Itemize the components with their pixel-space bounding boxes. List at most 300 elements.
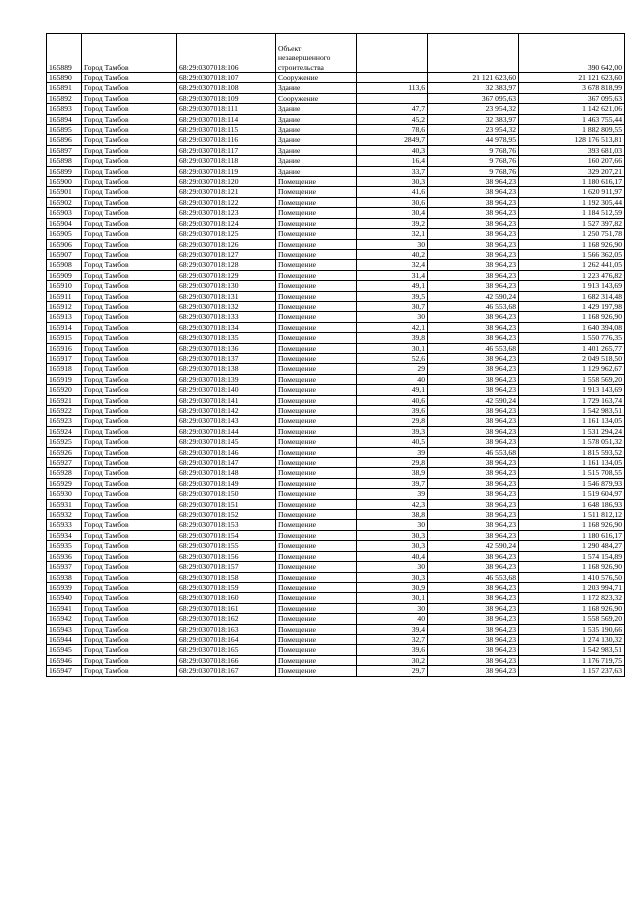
area-cell: 113,6 <box>357 83 428 93</box>
city-cell: Город Тамбов <box>82 572 177 582</box>
total-value-cell: 1 168 926,90 <box>519 239 625 249</box>
price-per-unit-cell: 38 964,23 <box>428 530 519 540</box>
cadastral-number-cell: 68:29:0307018:132 <box>177 301 276 311</box>
object-type-cell: Помещение <box>276 614 357 624</box>
object-type-cell: Помещение <box>276 593 357 603</box>
record-id-cell: 165918 <box>47 364 82 374</box>
price-per-unit-cell: 38 964,23 <box>428 593 519 603</box>
total-value-cell: 1 882 809,55 <box>519 125 625 135</box>
total-value-cell: 1 511 812,12 <box>519 510 625 520</box>
record-id-cell: 165896 <box>47 135 82 145</box>
total-value-cell: 1 682 314,48 <box>519 291 625 301</box>
area-cell: 30,6 <box>357 197 428 207</box>
price-per-unit-cell: 38 964,23 <box>428 385 519 395</box>
object-type-cell: Помещение <box>276 249 357 259</box>
area-cell: 40,6 <box>357 395 428 405</box>
table-row <box>47 572 625 582</box>
total-value-cell: 1 578 051,32 <box>519 437 625 447</box>
table-row <box>47 468 625 478</box>
price-per-unit-cell: 38 964,23 <box>428 249 519 259</box>
city-cell: Город Тамбов <box>82 281 177 291</box>
total-value-cell: 390 642,00 <box>519 34 625 73</box>
cadastral-number-cell: 68:29:0307018:116 <box>177 135 276 145</box>
total-value-cell: 1 546 879,93 <box>519 478 625 488</box>
cadastral-number-cell: 68:29:0307018:115 <box>177 125 276 135</box>
object-type-cell: Здание <box>276 104 357 114</box>
table-row <box>47 385 625 395</box>
city-cell: Город Тамбов <box>82 510 177 520</box>
table-row <box>47 125 625 135</box>
city-cell: Город Тамбов <box>82 270 177 280</box>
record-id-cell: 165900 <box>47 177 82 187</box>
table-row <box>47 395 625 405</box>
city-cell: Город Тамбов <box>82 156 177 166</box>
price-per-unit-cell: 46 553,68 <box>428 447 519 457</box>
cadastral-number-cell: 68:29:0307018:123 <box>177 208 276 218</box>
object-type-cell: Помещение <box>276 239 357 249</box>
record-id-cell: 165898 <box>47 156 82 166</box>
area-cell: 52,6 <box>357 353 428 363</box>
object-type-cell: Помещение <box>276 322 357 332</box>
total-value-cell: 393 681,03 <box>519 145 625 155</box>
object-type-cell: Помещение <box>276 364 357 374</box>
city-cell: Город Тамбов <box>82 135 177 145</box>
table-row <box>47 478 625 488</box>
table-row <box>47 437 625 447</box>
city-cell: Город Тамбов <box>82 208 177 218</box>
price-per-unit-cell: 38 964,23 <box>428 187 519 197</box>
table-row <box>47 270 625 280</box>
total-value-cell: 1 648 186,93 <box>519 499 625 509</box>
city-cell: Город Тамбов <box>82 655 177 665</box>
total-value-cell: 1 168 926,90 <box>519 312 625 322</box>
cadastral-number-cell: 68:29:0307018:128 <box>177 260 276 270</box>
area-cell: 45,2 <box>357 114 428 124</box>
price-per-unit-cell: 9 768,76 <box>428 145 519 155</box>
area-cell: 30,9 <box>357 582 428 592</box>
total-value-cell: 1 913 143,69 <box>519 281 625 291</box>
record-id-cell: 165890 <box>47 73 82 83</box>
record-id-cell: 165909 <box>47 270 82 280</box>
area-cell: 39 <box>357 447 428 457</box>
price-per-unit-cell: 38 964,23 <box>428 270 519 280</box>
object-type-cell: Сооружение <box>276 73 357 83</box>
record-id-cell: 165912 <box>47 301 82 311</box>
price-per-unit-cell: 38 964,23 <box>428 489 519 499</box>
total-value-cell: 21 121 623,60 <box>519 73 625 83</box>
city-cell: Город Тамбов <box>82 333 177 343</box>
cadastral-number-cell: 68:29:0307018:124 <box>177 218 276 228</box>
price-per-unit-cell: 38 964,23 <box>428 437 519 447</box>
price-per-unit-cell: 38 964,23 <box>428 562 519 572</box>
record-id-cell: 165943 <box>47 624 82 634</box>
record-id-cell: 165946 <box>47 655 82 665</box>
area-cell: 40,3 <box>357 145 428 155</box>
total-value-cell: 1 531 294,24 <box>519 426 625 436</box>
cadastral-number-cell: 68:29:0307018:165 <box>177 645 276 655</box>
total-value-cell: 1 290 484,27 <box>519 541 625 551</box>
record-id-cell: 165932 <box>47 510 82 520</box>
record-id-cell: 165927 <box>47 458 82 468</box>
city-cell: Город Тамбов <box>82 114 177 124</box>
table-row <box>47 489 625 499</box>
price-per-unit-cell: 38 964,23 <box>428 499 519 509</box>
area-cell: 49,1 <box>357 281 428 291</box>
total-value-cell: 1 274 130,32 <box>519 634 625 644</box>
total-value-cell: 1 180 616,17 <box>519 530 625 540</box>
total-value-cell: 329 207,21 <box>519 166 625 176</box>
city-cell: Город Тамбов <box>82 603 177 613</box>
total-value-cell: 1 172 823,32 <box>519 593 625 603</box>
city-cell: Город Тамбов <box>82 125 177 135</box>
area-cell: 30,3 <box>357 530 428 540</box>
table-row <box>47 34 625 73</box>
area-cell: 39 <box>357 489 428 499</box>
area-cell: 78,6 <box>357 125 428 135</box>
cadastral-number-cell: 68:29:0307018:139 <box>177 374 276 384</box>
area-cell: 29,8 <box>357 416 428 426</box>
record-id-cell: 165891 <box>47 83 82 93</box>
object-type-cell: Помещение <box>276 634 357 644</box>
table-row <box>47 666 625 676</box>
city-cell: Город Тамбов <box>82 177 177 187</box>
area-cell: 30,3 <box>357 177 428 187</box>
object-type-cell: Помещение <box>276 666 357 676</box>
city-cell: Город Тамбов <box>82 249 177 259</box>
area-cell: 30 <box>357 239 428 249</box>
price-per-unit-cell: 38 964,23 <box>428 520 519 530</box>
area-cell: 32,7 <box>357 634 428 644</box>
record-id-cell: 165913 <box>47 312 82 322</box>
table-row <box>47 166 625 176</box>
object-type-cell: Помещение <box>276 603 357 613</box>
area-cell: 42,3 <box>357 499 428 509</box>
area-cell: 39,3 <box>357 426 428 436</box>
city-cell: Город Тамбов <box>82 489 177 499</box>
area-cell: 40,2 <box>357 249 428 259</box>
record-id-cell: 165919 <box>47 374 82 384</box>
total-value-cell: 1 542 983,51 <box>519 645 625 655</box>
price-per-unit-cell: 38 964,23 <box>428 353 519 363</box>
table-row <box>47 416 625 426</box>
area-cell: 2849,7 <box>357 135 428 145</box>
cadastral-number-cell: 68:29:0307018:161 <box>177 603 276 613</box>
cadastral-number-cell: 68:29:0307018:118 <box>177 156 276 166</box>
table-row <box>47 603 625 613</box>
total-value-cell: 1 192 305,44 <box>519 197 625 207</box>
table-row <box>47 551 625 561</box>
city-cell: Город Тамбов <box>82 83 177 93</box>
area-cell: 30,2 <box>357 655 428 665</box>
area-cell: 30,4 <box>357 208 428 218</box>
table-row <box>47 364 625 374</box>
cadastral-number-cell: 68:29:0307018:125 <box>177 229 276 239</box>
record-id-cell: 165929 <box>47 478 82 488</box>
object-type-cell: Здание <box>276 83 357 93</box>
cadastral-number-cell: 68:29:0307018:143 <box>177 416 276 426</box>
record-id-cell: 165921 <box>47 395 82 405</box>
object-type-cell: Помещение <box>276 406 357 416</box>
cadastral-number-cell: 68:29:0307018:133 <box>177 312 276 322</box>
cadastral-number-cell: 68:29:0307018:144 <box>177 426 276 436</box>
cadastral-number-cell: 68:29:0307018:127 <box>177 249 276 259</box>
record-id-cell: 165925 <box>47 437 82 447</box>
price-per-unit-cell: 38 964,23 <box>428 406 519 416</box>
city-cell: Город Тамбов <box>82 478 177 488</box>
total-value-cell: 1 250 751,78 <box>519 229 625 239</box>
city-cell: Город Тамбов <box>82 364 177 374</box>
record-id-cell: 165944 <box>47 634 82 644</box>
record-id-cell: 165937 <box>47 562 82 572</box>
total-value-cell: 1 542 983,51 <box>519 406 625 416</box>
area-cell: 30,1 <box>357 593 428 603</box>
area-cell: 39,8 <box>357 333 428 343</box>
cadastral-number-cell: 68:29:0307018:119 <box>177 166 276 176</box>
table-row <box>47 291 625 301</box>
city-cell: Город Тамбов <box>82 353 177 363</box>
object-type-cell: Помещение <box>276 499 357 509</box>
table-row <box>47 177 625 187</box>
cadastral-number-cell: 68:29:0307018:160 <box>177 593 276 603</box>
cadastral-number-cell: 68:29:0307018:135 <box>177 333 276 343</box>
object-type-cell: Помещение <box>276 333 357 343</box>
area-cell: 32,4 <box>357 260 428 270</box>
cadastral-number-cell: 68:29:0307018:148 <box>177 468 276 478</box>
city-cell: Город Тамбов <box>82 416 177 426</box>
table-row <box>47 104 625 114</box>
total-value-cell: 1 168 926,90 <box>519 562 625 572</box>
object-type-cell: Помещение <box>276 177 357 187</box>
total-value-cell: 1 815 593,52 <box>519 447 625 457</box>
total-value-cell: 1 176 719,75 <box>519 655 625 665</box>
object-type-cell: Помещение <box>276 416 357 426</box>
total-value-cell: 1 463 755,44 <box>519 114 625 124</box>
area-cell: 39,4 <box>357 624 428 634</box>
object-type-cell: Помещение <box>276 645 357 655</box>
city-cell: Город Тамбов <box>82 34 177 73</box>
price-per-unit-cell: 38 964,23 <box>428 468 519 478</box>
price-per-unit-cell: 42 590,24 <box>428 291 519 301</box>
price-per-unit-cell: 38 964,23 <box>428 458 519 468</box>
area-cell: 40,4 <box>357 551 428 561</box>
record-id-cell: 165933 <box>47 520 82 530</box>
cadastral-number-cell: 68:29:0307018:151 <box>177 499 276 509</box>
city-cell: Город Тамбов <box>82 447 177 457</box>
total-value-cell: 1 535 190,66 <box>519 624 625 634</box>
area-cell: 40 <box>357 614 428 624</box>
total-value-cell: 1 515 708,55 <box>519 468 625 478</box>
area-cell: 30,7 <box>357 301 428 311</box>
table-row <box>47 197 625 207</box>
city-cell: Город Тамбов <box>82 551 177 561</box>
object-type-cell: Помещение <box>276 229 357 239</box>
cadastral-number-cell: 68:29:0307018:107 <box>177 73 276 83</box>
city-cell: Город Тамбов <box>82 166 177 176</box>
cadastral-number-cell: 68:29:0307018:136 <box>177 343 276 353</box>
property-table <box>46 33 625 677</box>
area-cell: 38,9 <box>357 468 428 478</box>
area-cell <box>357 34 428 73</box>
table-row <box>47 593 625 603</box>
table-row <box>47 281 625 291</box>
object-type-cell: Помещение <box>276 208 357 218</box>
cadastral-number-cell: 68:29:0307018:140 <box>177 385 276 395</box>
price-per-unit-cell: 38 964,23 <box>428 655 519 665</box>
record-id-cell: 165924 <box>47 426 82 436</box>
cadastral-number-cell: 68:29:0307018:137 <box>177 353 276 363</box>
record-id-cell: 165914 <box>47 322 82 332</box>
table-row <box>47 229 625 239</box>
object-type-cell: Помещение <box>276 530 357 540</box>
total-value-cell: 1 558 569,20 <box>519 374 625 384</box>
object-type-cell: Помещение <box>276 187 357 197</box>
record-id-cell: 165922 <box>47 406 82 416</box>
city-cell: Город Тамбов <box>82 291 177 301</box>
object-type-cell: Здание <box>276 125 357 135</box>
table-row <box>47 218 625 228</box>
object-type-cell: Помещение <box>276 582 357 592</box>
table-row <box>47 624 625 634</box>
record-id-cell: 165939 <box>47 582 82 592</box>
city-cell: Город Тамбов <box>82 541 177 551</box>
record-id-cell: 165906 <box>47 239 82 249</box>
cadastral-number-cell: 68:29:0307018:111 <box>177 104 276 114</box>
object-type-cell: Помещение <box>276 489 357 499</box>
record-id-cell: 165920 <box>47 385 82 395</box>
total-value-cell: 1 168 926,90 <box>519 520 625 530</box>
city-cell: Город Тамбов <box>82 145 177 155</box>
table-row <box>47 406 625 416</box>
price-per-unit-cell: 367 095,63 <box>428 93 519 103</box>
cadastral-number-cell: 68:29:0307018:147 <box>177 458 276 468</box>
area-cell: 29,7 <box>357 666 428 676</box>
city-cell: Город Тамбов <box>82 301 177 311</box>
record-id-cell: 165905 <box>47 229 82 239</box>
total-value-cell: 2 049 518,50 <box>519 353 625 363</box>
total-value-cell: 1 161 134,05 <box>519 458 625 468</box>
record-id-cell: 165889 <box>47 34 82 73</box>
area-cell: 40 <box>357 374 428 384</box>
cadastral-number-cell: 68:29:0307018:163 <box>177 624 276 634</box>
total-value-cell: 3 678 818,99 <box>519 83 625 93</box>
table-row <box>47 312 625 322</box>
record-id-cell: 165894 <box>47 114 82 124</box>
table-row <box>47 114 625 124</box>
area-cell: 39,7 <box>357 478 428 488</box>
object-type-cell: Помещение <box>276 374 357 384</box>
record-id-cell: 165936 <box>47 551 82 561</box>
price-per-unit-cell: 38 964,23 <box>428 510 519 520</box>
city-cell: Город Тамбов <box>82 499 177 509</box>
area-cell: 39,5 <box>357 291 428 301</box>
total-value-cell: 1 620 911,97 <box>519 187 625 197</box>
cadastral-number-cell: 68:29:0307018:126 <box>177 239 276 249</box>
price-per-unit-cell: 32 383,97 <box>428 83 519 93</box>
record-id-cell: 165915 <box>47 333 82 343</box>
table-row <box>47 520 625 530</box>
total-value-cell: 1 558 569,20 <box>519 614 625 624</box>
cadastral-number-cell: 68:29:0307018:149 <box>177 478 276 488</box>
object-type-cell: Помещение <box>276 395 357 405</box>
price-per-unit-cell: 44 978,95 <box>428 135 519 145</box>
table-row <box>47 322 625 332</box>
cadastral-number-cell: 68:29:0307018:154 <box>177 530 276 540</box>
price-per-unit-cell: 9 768,76 <box>428 156 519 166</box>
object-type-cell: Помещение <box>276 624 357 634</box>
total-value-cell: 1 550 776,35 <box>519 333 625 343</box>
object-type-cell <box>276 34 357 73</box>
object-type-cell: Помещение <box>276 197 357 207</box>
record-id-cell: 165928 <box>47 468 82 478</box>
area-cell: 29 <box>357 364 428 374</box>
city-cell: Город Тамбов <box>82 395 177 405</box>
price-per-unit-cell: 38 964,23 <box>428 364 519 374</box>
record-id-cell: 165945 <box>47 645 82 655</box>
object-type-cell: Помещение <box>276 260 357 270</box>
cadastral-number-cell: 68:29:0307018:152 <box>177 510 276 520</box>
area-cell: 30,1 <box>357 343 428 353</box>
record-id-cell: 165916 <box>47 343 82 353</box>
city-cell: Город Тамбов <box>82 239 177 249</box>
total-value-cell: 1 527 397,82 <box>519 218 625 228</box>
price-per-unit-cell: 46 553,68 <box>428 301 519 311</box>
cadastral-number-cell: 68:29:0307018:150 <box>177 489 276 499</box>
record-id-cell: 165938 <box>47 572 82 582</box>
cadastral-number-cell: 68:29:0307018:167 <box>177 666 276 676</box>
total-value-cell: 1 729 163,74 <box>519 395 625 405</box>
object-type-cell: Здание <box>276 156 357 166</box>
area-cell: 39,6 <box>357 645 428 655</box>
area-cell: 30 <box>357 520 428 530</box>
price-per-unit-cell: 23 954,32 <box>428 125 519 135</box>
area-cell: 33,7 <box>357 166 428 176</box>
area-cell: 40,5 <box>357 437 428 447</box>
city-cell: Город Тамбов <box>82 437 177 447</box>
price-per-unit-cell: 38 964,23 <box>428 551 519 561</box>
total-value-cell: 1 157 237,63 <box>519 666 625 676</box>
city-cell: Город Тамбов <box>82 374 177 384</box>
object-type-cell: Помещение <box>276 562 357 572</box>
area-cell <box>357 73 428 83</box>
area-cell: 32,1 <box>357 229 428 239</box>
table-row <box>47 156 625 166</box>
record-id-cell: 165895 <box>47 125 82 135</box>
area-cell: 16,4 <box>357 156 428 166</box>
cadastral-number-cell: 68:29:0307018:157 <box>177 562 276 572</box>
city-cell: Город Тамбов <box>82 426 177 436</box>
object-type-cell: Помещение <box>276 291 357 301</box>
city-cell: Город Тамбов <box>82 73 177 83</box>
object-type-cell: Здание <box>276 135 357 145</box>
total-value-cell: 1 161 134,05 <box>519 416 625 426</box>
cadastral-number-cell: 68:29:0307018:158 <box>177 572 276 582</box>
cadastral-number-cell: 68:29:0307018:156 <box>177 551 276 561</box>
table-row <box>47 562 625 572</box>
record-id-cell: 165907 <box>47 249 82 259</box>
cadastral-number-cell: 68:29:0307018:106 <box>177 34 276 73</box>
object-type-cell: Помещение <box>276 655 357 665</box>
table-row <box>47 634 625 644</box>
city-cell: Город Тамбов <box>82 562 177 572</box>
cadastral-number-cell: 68:29:0307018:142 <box>177 406 276 416</box>
price-per-unit-cell: 38 964,23 <box>428 666 519 676</box>
table-row <box>47 333 625 343</box>
city-cell: Город Тамбов <box>82 218 177 228</box>
total-value-cell: 1 142 621,06 <box>519 104 625 114</box>
city-cell: Город Тамбов <box>82 530 177 540</box>
total-value-cell: 1 566 362,05 <box>519 249 625 259</box>
table-row <box>47 530 625 540</box>
